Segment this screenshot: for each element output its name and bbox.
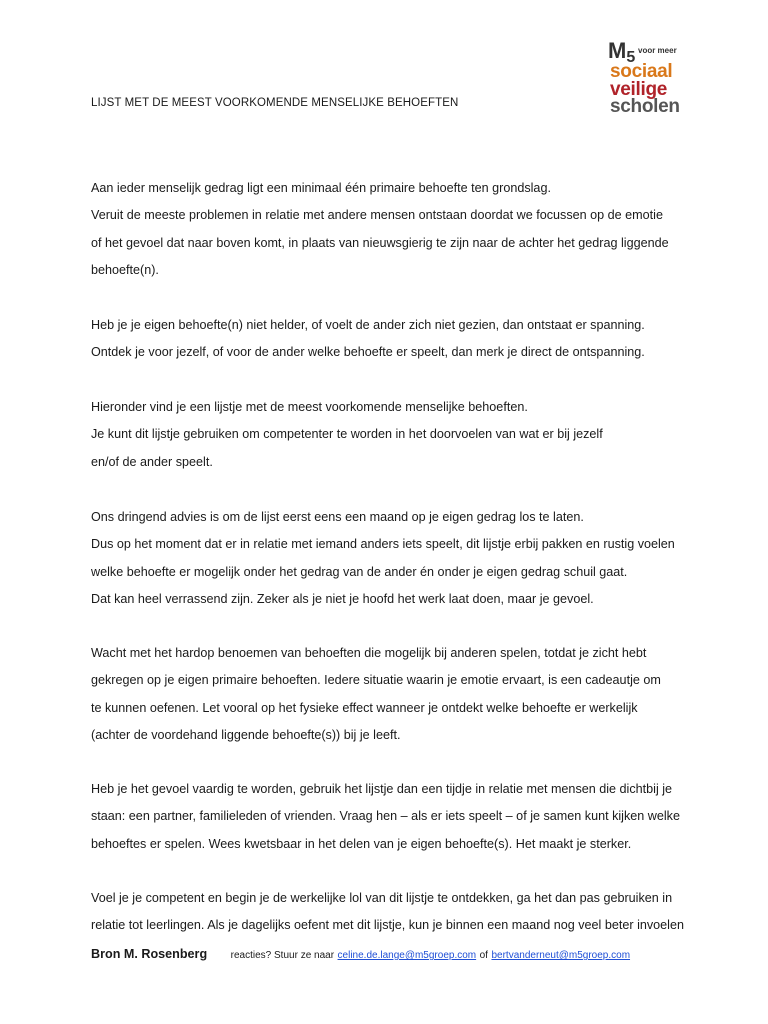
text-line: behoeftes er spelen. Wees kwetsbaar in het delen van je eigen behoefte(s). Het maakt je sterker.: [91, 836, 632, 851]
text-line: Wacht met het hardop benoemen van behoeften die mogelijk bij anderen spelen, totdat je zicht hebt: [91, 646, 647, 660]
text-line: Hieronder vind je een lijstje met de meest voorkomende menselijke behoeften.: [91, 400, 528, 414]
logo-line-veilige: veilige: [610, 79, 668, 100]
paragraph-4: [91, 507, 731, 616]
text-line: Veruit de meeste problemen in relatie met andere mensen ontstaan doordat we focussen op de emotie: [91, 208, 663, 223]
text-line: te kunnen oefenen. Let vooral op het fysieke effect wanneer je ontdekt welke behoefte er werkelijk: [91, 700, 638, 715]
text-line: Ontdek je voor jezelf, of voor de ander welke behoefte er speelt, dan merk je direct de ontspanning.: [91, 345, 645, 360]
text-line: Dat kan heel verrassend zijn. Zeker als je niet je hoofd het werk laat doen, maar je gevoel.: [91, 591, 594, 606]
paragraph-1: [91, 178, 731, 287]
text-line: en/of de ander speelt.: [91, 454, 213, 469]
text-line: staan: een partner, familieleden of vrienden. Vraag hen – als er iets speelt – of je samen kunt kijken welke: [91, 809, 680, 824]
logo-tagline: voor meer: [638, 46, 677, 55]
page-title: LIJST MET DE MEEST VOORKOMENDE MENSELIJKE BEHOEFTEN: [91, 97, 459, 109]
email-link-celine[interactable]: celine.de.lange@m5groep.com: [337, 950, 477, 961]
text-line: welke behoefte er mogelijk onder het gedrag van de ander én onder je eigen gedrag schuil gaat.: [91, 564, 628, 579]
logo-line-sociaal: sociaal: [610, 61, 673, 82]
text-line: Aan ieder menselijk gedrag ligt een minimaal één primaire behoefte ten grondslag.: [91, 181, 551, 195]
text-line: Heb je je eigen behoefte(n) niet helder, of voelt de ander zich niet gezien, dan ontstaat er spanning.: [91, 318, 645, 332]
of-label: of: [479, 950, 488, 961]
footer: [91, 947, 630, 961]
paragraph-7: [91, 888, 731, 943]
paragraph-6: [91, 779, 731, 861]
m5-logo: [608, 40, 718, 120]
paragraph-3: [91, 397, 731, 479]
text-line: Dus op het moment dat er in relatie met iemand anders iets speelt, dit lijstje erbij pakken en rustig voelen: [91, 537, 675, 552]
logo-line-scholen: scholen: [610, 96, 680, 117]
text-line: of het gevoel dat naar boven komt, in plaats van nieuwsgierig te zijn naar de achter het gedrag liggende: [91, 235, 669, 250]
text-line: Je kunt dit lijstje gebruiken om competenter te worden in het doorvoelen van wat er bij jezelf: [91, 427, 603, 442]
paragraph-2: [91, 315, 731, 370]
text-line: Heb je het gevoel vaardig te worden, gebruik het lijstje dan een tijdje in relatie met mensen die dichtbij je: [91, 782, 673, 796]
reacties-label: reacties? Stuur ze naar: [230, 950, 335, 961]
text-line: Ons dringend advies is om de lijst eerst eens een maand op je eigen gedrag los te laten.: [91, 510, 584, 524]
text-line: (achter de voordehand liggende behoefte(s)) bij je leeft.: [91, 727, 401, 742]
email-link-bert[interactable]: bertvanderneut@m5groep.com: [491, 950, 631, 961]
text-line: gekregen op je eigen primaire behoeften. Iedere situatie waarin je emotie ervaart, is een cadeautje om: [91, 673, 661, 688]
logo-m5: $M_5$: [608, 38, 636, 66]
paragraph-5: [91, 643, 731, 752]
source-credit: Bron M. Rosenberg: [91, 947, 208, 961]
text-line: behoefte(n).: [91, 262, 159, 277]
text-line: relatie tot leerlingen. Als je dagelijks oefent met dit lijstje, kun je binnen een maand nog veel beter invoelen: [91, 918, 684, 933]
text-line: Voel je je competent en begin je de werkelijke lol van dit lijstje te ontdekken, ga het dan pas gebruiken in: [91, 891, 673, 905]
